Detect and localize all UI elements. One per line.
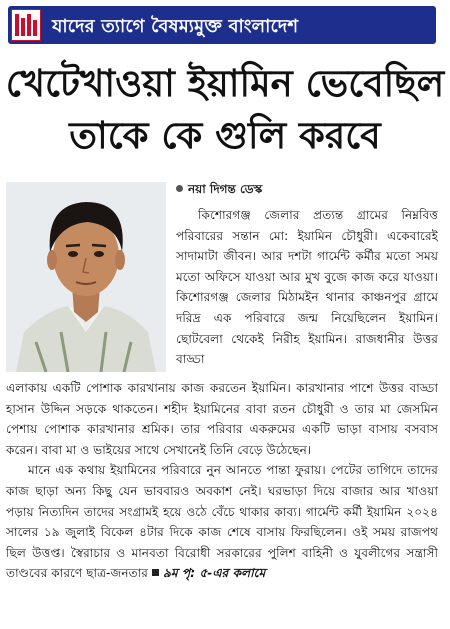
continued-marker: ৯ম পৃ: ৫-এর কলামে — [163, 566, 266, 581]
paragraph-2 — [6, 460, 438, 584]
bullet-icon — [176, 185, 183, 192]
headline-line-1: খেটেখাওয়া ইয়ামিন ভেবেছিল — [5, 62, 445, 105]
person-portrait-icon — [6, 182, 166, 372]
article-body — [6, 378, 438, 584]
paragraph-1-start: কিশোরগঞ্জ জেলার প্রত্যন্ত গ্রামের নিম্নবিত্ত পরিবারের সন্তান মো: ইয়ামিন চৌধুরী। একেবারেই সাদামাটা জীবন। আর দশটা গার্মেন্ট কর্মীর মতো সময় মতো অফিসে যাওয়া আর মুখ বুজে কাজ করে যাওয়া। কিশোরগঞ্জ জেলার মিঠামইন থানার কাঞ্চনপুর গ্রামে দরিদ্র এক পরিবারে জন্ম নিয়েছিলেন ইয়ামিন। ছোটবেলা থেকেই নিরীহ ইয়ামিন। রাজধানীর উত্তর বাড্ডা — [176, 208, 438, 367]
headline-line-2: তাকে কে গুলি করবে — [69, 114, 381, 157]
byline — [176, 181, 262, 201]
paragraph-2-text: মানে এক কথায় ইয়ামিনের পরিবারে নুন আনতে পান্তা ফুরায়। পেটের তাগিদে তাদের কাজ ছাড়া অন্য কিছু যেন ভাববারও অবকাশ নেই। ঘরভাড়া দিয়ে বাজার আর খাওয়া পড়ায় নিত্যদিন তাদের সংগ্রামই হয়ে ওঠে বেঁচে থাকার কাব্য। গার্মেন্ট কর্মী ইয়ামিন ২০২৪ সালের ১৯ জুলাই বিকেল ৪টার দিকে কাজ শেষে বাসায় ফিরছিলেন। ওই সময় রাজপথ ছিল উত্তপ্ত। স্বৈরাচার ও মানবতা বিরোধী সরকারের পুলিশ বাহিনী ও যুবলীগের সন্ত্রাসী তাণ্ডবের কারণে ছাত্র-জনতার — [6, 463, 438, 581]
portrait-photo — [6, 182, 166, 372]
banner-title: যাদের ত্যাগে বৈষম্যমুক্ত বাংলাদেশ — [52, 16, 299, 37]
byline-text: নয়া দিগন্ত ডেস্ক — [188, 182, 263, 196]
newspaper-logo-icon — [11, 9, 41, 41]
article-column-text — [176, 205, 438, 370]
square-bullet-icon — [152, 569, 159, 576]
headline — [0, 58, 450, 162]
section-banner — [8, 6, 436, 44]
paragraph-1-rest: এলাকায় একটি পোশাক কারখানায় কাজ করতেন ইয়ামিন। কারখানার পাশে উত্তর বাড্ডা হাসান উদ্দিন সড়কে থাকতেন। শহীদ ইয়ামিনের বাবা রতন চৌধুরী ও তার মা জেসমিন পেশায় পোশাক কারখানার শ্রমিক। তার পরিবার একরুমের একটি ভাড়া বাসায় বসবাস করেন। বাবা মা ও ভাইয়ের সাথে সেখানেই তিনি বেড়ে উঠেছেন। — [6, 381, 438, 457]
